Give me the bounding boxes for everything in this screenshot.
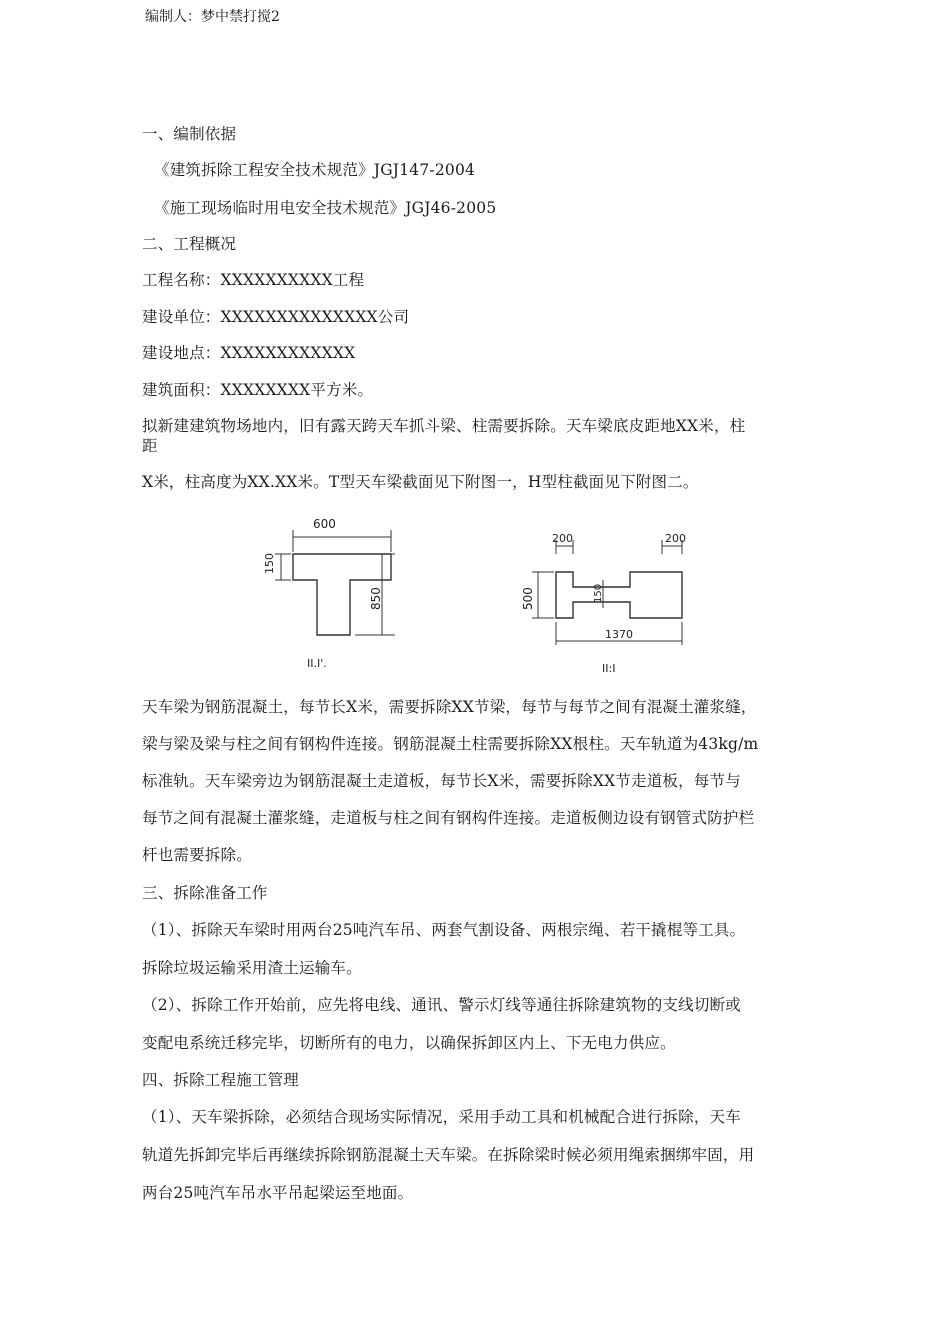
section-1-title: 一、编制依据 <box>142 125 237 143</box>
prep-item-1-line-2: 拆除垃圾运输采用渣土运输车。 <box>142 959 362 977</box>
project-name: 工程名称：XXXXXXXXXX工程 <box>142 271 365 289</box>
mgmt-item-1-line-1: （1）、天车梁拆除，必须结合现场实际情况，采用手动工具和机械配合进行拆除，天车 <box>142 1108 741 1126</box>
section-3-title: 三、拆除准备工作 <box>142 884 268 902</box>
h-height-label: 500 <box>521 587 535 610</box>
t-beam-section-figure <box>255 512 415 677</box>
author-header: 编制人：梦中禁打搅2 <box>145 9 280 25</box>
prep-item-2-line-1: （2）、拆除工作开始前，应先将电线、通讯、警示灯线等通往拆除建筑物的支线切断或 <box>142 996 741 1014</box>
section-4-title: 四、拆除工程施工管理 <box>142 1071 300 1089</box>
mgmt-item-1-line-3: 两台25吨汽车吊水平吊起梁运至地面。 <box>142 1184 414 1202</box>
section-2-title: 二、工程概况 <box>142 235 237 253</box>
building-area: 建筑面积：XXXXXXXX平方米。 <box>142 381 374 399</box>
t-figure-caption: II.I'. <box>307 657 327 670</box>
h-column-outline <box>556 572 682 618</box>
location: 建设地点：XXXXXXXXXXXX <box>142 344 356 362</box>
h-figure-caption: II:I <box>602 662 616 675</box>
description-line-2: X米，柱高度为XX.XX米。T型天车梁截面见下附图一，H型柱截面见下附图二。 <box>142 473 699 491</box>
prep-item-2-line-2: 变配电系统迁移完毕，切断所有的电力，以确保拆卸区内上、下无电力供应。 <box>142 1034 676 1052</box>
builder: 建设单位：XXXXXXXXXXXXXX公司 <box>142 308 410 326</box>
t-height-label: 850 <box>369 587 383 610</box>
paragraph-line-5: 杆也需要拆除。 <box>142 846 252 864</box>
h-right-width-label: 200 <box>665 532 686 545</box>
description-line-1-wrap: 距 <box>142 437 158 455</box>
reference-2: 《施工现场临时用电安全技术规范》JGJ46-2005 <box>154 199 497 217</box>
paragraph-line-4: 每节之间有混凝土灌浆缝，走道板与柱之间有钢构件连接。走道板侧边设有钢管式防护栏 <box>142 809 755 827</box>
reference-1: 《建筑拆除工程安全技术规范》JGJ147-2004 <box>154 161 476 179</box>
paragraph-line-1: 天车梁为钢筋混凝土，每节长X米，需要拆除XX节梁，每节与每节之间有混凝土灌浆缝， <box>142 698 757 716</box>
h-web-label: 150 <box>593 583 604 603</box>
h-column-section-figure <box>510 530 710 675</box>
t-flange-label: 150 <box>263 553 276 574</box>
mgmt-item-1-line-2: 轨道先拆卸完毕后再继续拆除钢筋混凝土天车梁。在拆除梁时候必须用绳索捆绑牢固，用 <box>142 1146 755 1164</box>
description-line-1: 拟新建建筑物场地内，旧有露天跨天车抓斗梁、柱需要拆除。天车梁底皮距地XX米，柱 <box>142 417 746 435</box>
h-length-label: 1370 <box>605 628 633 641</box>
h-left-width-label: 200 <box>552 532 573 545</box>
paragraph-line-2: 梁与梁及梁与柱之间有钢构件连接。钢筋混凝土柱需要拆除XX根柱。天车轨道为43kg/m <box>142 735 759 753</box>
prep-item-1-line-1: （1）、拆除天车梁时用两台25吨汽车吊、两套气割设备、两根宗绳、若干撬棍等工具。 <box>142 921 746 939</box>
paragraph-line-3: 标准轨。天车梁旁边为钢筋混凝土走道板，每节长X米，需要拆除XX节走道板，每节与 <box>142 772 741 790</box>
t-width-label: 600 <box>313 517 336 531</box>
